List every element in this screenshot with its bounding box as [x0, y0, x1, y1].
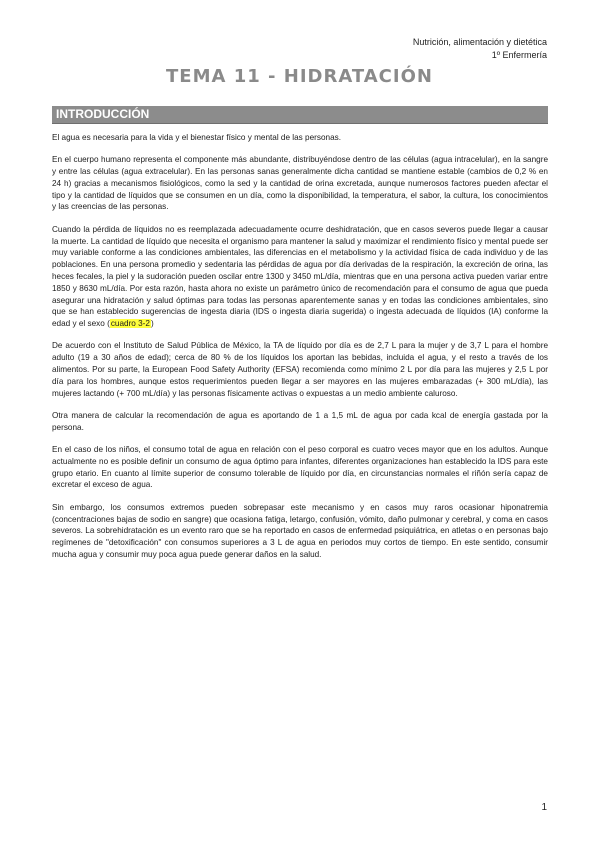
section-heading: INTRODUCCIÓN [56, 107, 150, 121]
paragraph-5: Otra manera de calcular la recomendación de agua es aportando de 1 a 1,5 mL de agua por cada kcal de energía gastada por la persona. [52, 410, 548, 432]
paragraph-3-text: Cuando la pérdida de líquidos no es reemplazada adecuadamente ocurre deshidratación, que en casos severos puede llegar a causar la muerte. La cantidad de líquido que necesita el organismo para mantener la salud y maximizar el rendimiento físico y mental puede ser muy variable conforme a las condiciones ambientales, las diferencias en el metabolismo y la actividad física de cada individuo y de las poblaciones. En una persona promedio y sedentaria las pérdidas de agua por día derivadas de la respiración, la excreción de orina, las heces fecales, la piel y la sudoración pueden oscilar entre 1300 y 3450 mL/día, mientras que en una persona activa pueden variar entre 1850 y 8630 mL/día. Por esta razón, hasta ahora no existe un parámetro único de recomendación para el consumo de agua que pueda asegurar una hidratación y salud óptimas para todas las personas aparentemente sanas y en todas las condiciones ambientales, sino que se han establecido sugerencias de ingesta diaria (IDS o ingesta diaria sugerida) o ingesta adecuada de líquidos (IA) conforme la edad y el sexo ( [52, 224, 548, 329]
paragraph-6: En el caso de los niños, el consumo total de agua en relación con el peso corporal es cuatro veces mayor que en los adultos. Aunque actualmente no es posible definir un consumo de agua óptimo para infantes, diferentes organizaciones han establecido la IDS para este grupo etario. En cuanto al límite superior de consumo tolerable de líquido por día, en circunstancias normales el riñón sería capaz de excretar el exceso de agua. [52, 445, 548, 490]
body-text [52, 132, 548, 571]
table-reference-highlight: cuadro 3-2 [110, 319, 150, 329]
paragraph-3 [52, 224, 548, 330]
running-header [413, 36, 547, 62]
page-number: 1 [541, 802, 547, 813]
course-year: 1º Enfermería [491, 50, 547, 60]
paragraph-1: El agua es necesaria para la vida y el bienestar físico y mental de las personas. [52, 133, 341, 142]
paragraph-4: De acuerdo con el Instituto de Salud Pública de México, la TA de líquido por día es de 2,7 L para la mujer y de 3,7 L para el hombre adulto (19 a 30 años de edad); cerca de 80 % de los líquidos los aportan las bebidas, incluida el agua, y el resto a través de los alimentos. Por su parte, la European Food Safety Authority (EFSA) recomienda como mínimo 2 L por día para las mujeres y 2,5 L por día para los hombres, aunque estos requerimientos pueden llegar a ser mayores en las mujeres embarazadas (+ 300 mL/día), las mujeres lactando (+ 700 mL/día) y las personas físicamente activas o expuestas a un medio ambiente caluroso. [52, 341, 548, 398]
course-name: Nutrición, alimentación y dietética [412, 37, 547, 47]
section-heading-bar [52, 106, 548, 124]
paragraph-7: Sin embargo, los consumos extremos pueden sobrepasar este mecanismo y en casos muy raros ocasionar hiponatremia (concentraciones bajas de sodio en sangre) que ocasiona fatiga, letargo, confusión, vómito, daño pulmonar y cerebral, y coma en casos severos. La sobrehidratación es un evento raro que se ha reportado en casos de enfermedad psiquiátrica, en atletas o en personas bajo regímenes de "detoxificación" con consumos superiores a 3 L de agua en periodos muy cortos de tiempo. En este sentido, consumir mucha agua y consumir muy poca agua puede generar daños en la salud. [52, 502, 548, 559]
page-title: TEMA 11 - HIDRATACIÓN [166, 66, 433, 87]
paragraph-2: En el cuerpo humano representa el componente más abundante, distribuyéndose dentro de las células (agua intracelular), en la sangre y entre las células (agua extracelular). En las personas sanas generalmente dicha cantidad se mantiene estable (cambios de 0,2 % en 24 h) gracias a mecanismos fisiológicos, como la sed y la cantidad de orina excretada, aunque numerosos factores pueden afectar el tipo y la cantidad de líquidos que se consumen en un día, como la disponibilidad, la temperatura, el sabor, la cultura, los conocimientos y las creencias de las personas. [52, 155, 548, 212]
paragraph-3-end: ) [150, 319, 154, 329]
